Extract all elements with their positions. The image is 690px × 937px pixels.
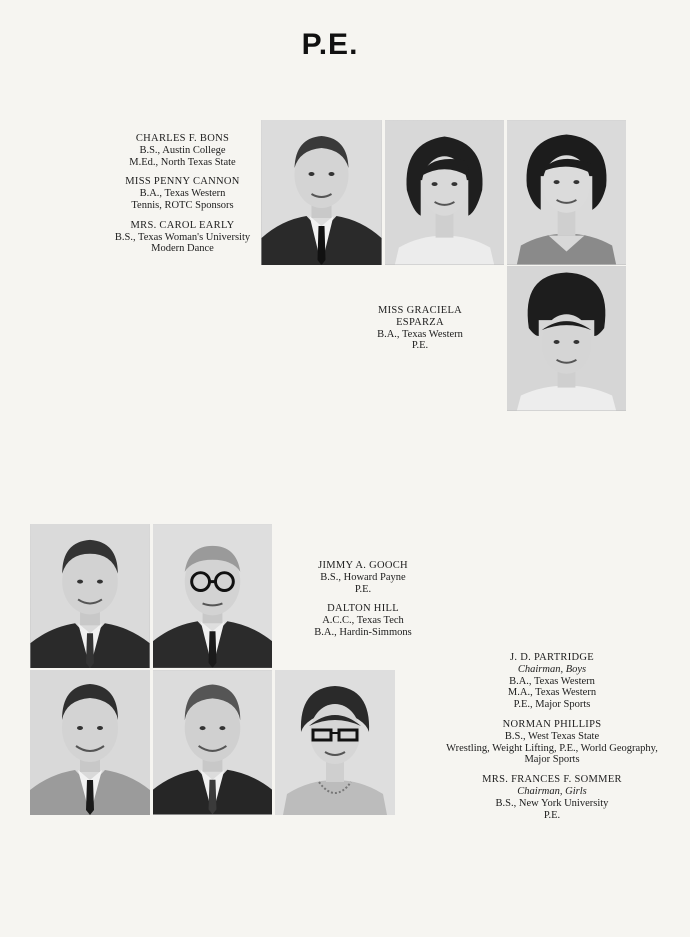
teacher-name: MRS. CAROL EARLY — [130, 219, 235, 231]
teacher-credential: Major Sports — [524, 754, 580, 766]
teacher-credential: B.A., Texas Western — [139, 188, 226, 200]
portrait-photo — [30, 524, 150, 668]
teacher-name: J. D. PARTRIDGE — [510, 652, 594, 663]
caption-esparza — [355, 305, 485, 352]
teacher-credential: P.E., Major Sports — [513, 699, 591, 711]
caption-bottom-group — [426, 652, 678, 821]
teacher-role: Chairman, Girls — [517, 785, 587, 797]
portrait-photo — [275, 670, 395, 815]
portrait-photo — [507, 266, 626, 411]
teacher-credential: P.E. — [411, 340, 429, 352]
teacher-role: Chairman, Boys — [517, 663, 587, 675]
teacher-credential: B.S., West Texas State — [504, 730, 600, 742]
caption-top-group — [110, 133, 255, 255]
teacher-credential: B.S., Austin College — [139, 144, 226, 156]
teacher-credential: B.S., Howard Payne — [320, 571, 406, 583]
portrait-photo — [261, 120, 382, 265]
teacher-credential: P.E. — [354, 583, 372, 595]
portrait-photo — [507, 120, 626, 265]
portrait-photo — [153, 524, 272, 668]
teacher-name: DALTON HILL — [327, 603, 399, 615]
teacher-credential: A.C.C., Texas Tech — [322, 615, 404, 627]
teacher-credential: Modern Dance — [151, 243, 214, 255]
teacher-credential: M.Ed., North Texas State — [129, 156, 236, 168]
teacher-credential: B.A., Hardin-Simmons — [314, 626, 412, 638]
teacher-credential: B.S., New York University — [495, 797, 609, 809]
teacher-credential: M.A., Texas Western — [507, 687, 597, 699]
teacher-name: MRS. FRANCES F. SOMMER — [482, 774, 622, 786]
teacher-credential: B.A., Texas Western — [509, 675, 595, 687]
teacher-name: ESPARZA — [396, 316, 444, 328]
page-title: P.E. — [301, 28, 359, 61]
portrait-photo — [153, 670, 272, 815]
teacher-name: NORMAN PHILLIPS — [502, 718, 602, 730]
teacher-credential: B.A., Texas Western — [377, 328, 463, 340]
teacher-credential: Tennis, ROTC Sponsors — [131, 199, 234, 211]
teacher-credential: Wrestling, Weight Lifting, P.E., World Geography, — [446, 742, 658, 754]
teacher-name: JIMMY A. GOOCH — [318, 560, 408, 571]
teacher-name: MISS PENNY CANNON — [125, 176, 240, 188]
portrait-photo — [385, 120, 504, 265]
teacher-credential: B.S., Texas Woman's University — [114, 231, 251, 243]
portrait-photo — [30, 670, 150, 815]
teacher-credential: P.E. — [543, 809, 561, 821]
teacher-name: MISS GRACIELA — [377, 305, 463, 316]
caption-mid-group — [298, 560, 428, 639]
teacher-name: CHARLES F. BONS — [135, 133, 230, 144]
